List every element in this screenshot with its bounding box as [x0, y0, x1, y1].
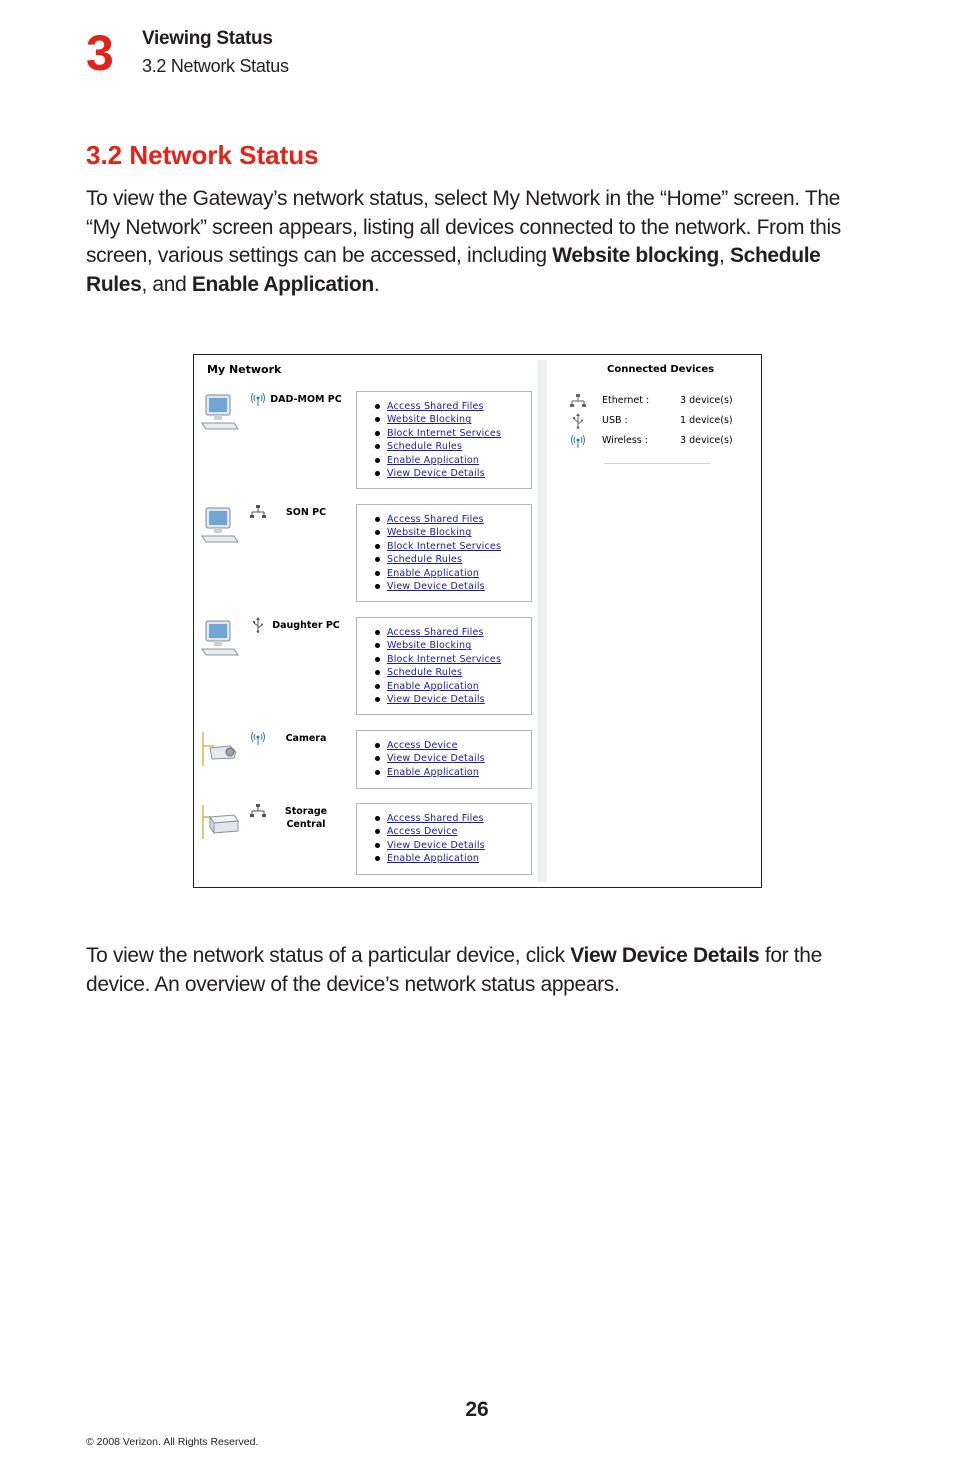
view-device-details-link[interactable]: View Device Details: [387, 580, 531, 593]
ethernet-icon: [250, 803, 266, 819]
access-shared-files-link[interactable]: Access Shared Files: [387, 626, 531, 639]
schedule-rules-link[interactable]: Schedule Rules: [387, 553, 531, 566]
device-name: Daughter PC: [272, 620, 340, 631]
wireless-icon: [250, 391, 266, 407]
enable-application-link[interactable]: Enable Application: [387, 766, 531, 779]
device-links-box: [356, 730, 532, 789]
access-shared-files-link[interactable]: Access Shared Files: [387, 400, 531, 413]
block-internet-services-link[interactable]: Block Internet Services: [387, 427, 531, 440]
block-internet-services-link[interactable]: Block Internet Services: [387, 653, 531, 666]
wireless-icon: [250, 730, 266, 746]
access-shared-files-link[interactable]: Access Shared Files: [387, 812, 531, 825]
enable-application-link[interactable]: Enable Application: [387, 852, 531, 865]
my-network-screenshot: [193, 354, 762, 888]
computer-icon: [200, 506, 240, 548]
connected-devices-rule: [604, 463, 710, 464]
schedule-rules-link[interactable]: Schedule Rules: [387, 440, 531, 453]
device-name: Camera: [285, 733, 327, 744]
device-name: Storage Central: [284, 806, 328, 830]
computer-icon: [200, 393, 240, 435]
view-device-details-link[interactable]: View Device Details: [387, 839, 531, 852]
device-links-box: [356, 803, 532, 875]
view-device-details-link[interactable]: View Device Details: [387, 467, 531, 480]
device-links-box: [356, 504, 532, 602]
website-blocking-link[interactable]: Website Blocking: [387, 526, 531, 539]
column-divider: [537, 360, 547, 882]
view-device-details-link[interactable]: View Device Details: [387, 693, 531, 706]
schedule-rules-link[interactable]: Schedule Rules: [387, 666, 531, 679]
view-device-details-link[interactable]: View Device Details: [387, 752, 531, 765]
computer-icon: [200, 619, 240, 661]
section-reference: 3.2 Network Status: [142, 56, 289, 76]
access-device-link[interactable]: Access Device: [387, 739, 531, 752]
connected-wireless-row: Wireless : 3 device(s): [570, 433, 750, 449]
chapter-number: 3: [86, 25, 114, 81]
storage-icon: [200, 805, 240, 847]
connected-devices-title: Connected Devices: [607, 364, 715, 375]
connected-usb-row: USB : 1 device(s): [570, 413, 750, 429]
access-device-link[interactable]: Access Device: [387, 825, 531, 838]
copyright-notice: © 2008 Verizon. All Rights Reserved.: [86, 1436, 259, 1448]
enable-application-link[interactable]: Enable Application: [387, 680, 531, 693]
access-shared-files-link[interactable]: Access Shared Files: [387, 513, 531, 526]
wireless-icon: [570, 433, 586, 449]
device-links-box: [356, 391, 532, 489]
section-title: 3.2 Network Status: [86, 140, 319, 170]
enable-application-link[interactable]: Enable Application: [387, 454, 531, 467]
enable-application-link[interactable]: Enable Application: [387, 567, 531, 580]
device-name: SON PC: [285, 507, 327, 518]
website-blocking-link[interactable]: Website Blocking: [387, 639, 531, 652]
device-links-box: [356, 617, 532, 715]
device-name: DAD-MOM PC: [270, 394, 342, 405]
ethernet-icon: [570, 393, 586, 409]
usb-icon: [570, 413, 586, 429]
connected-ethernet-row: Ethernet : 3 device(s): [570, 393, 750, 409]
chapter-title: Viewing Status: [142, 28, 273, 49]
website-blocking-link[interactable]: Website Blocking: [387, 413, 531, 426]
ethernet-icon: [250, 504, 266, 520]
block-internet-services-link[interactable]: Block Internet Services: [387, 540, 531, 553]
camera-icon: [200, 732, 240, 774]
my-network-title: My Network: [207, 363, 282, 376]
usb-icon: [250, 617, 266, 633]
intro-paragraph: To view the Gateway’s network status, select My Network in the “Home” screen. The “My Network” screen appears, listing all devices connected to the network. From this screen, various settings can be accessed, including Website blocking, Schedule Rules, and Enable Application.: [86, 187, 841, 296]
outro-paragraph: To view the network status of a particular device, click View Device Details for the device. An overview of the device’s network status appears.: [86, 944, 822, 996]
page-number: 26: [465, 1398, 489, 1421]
